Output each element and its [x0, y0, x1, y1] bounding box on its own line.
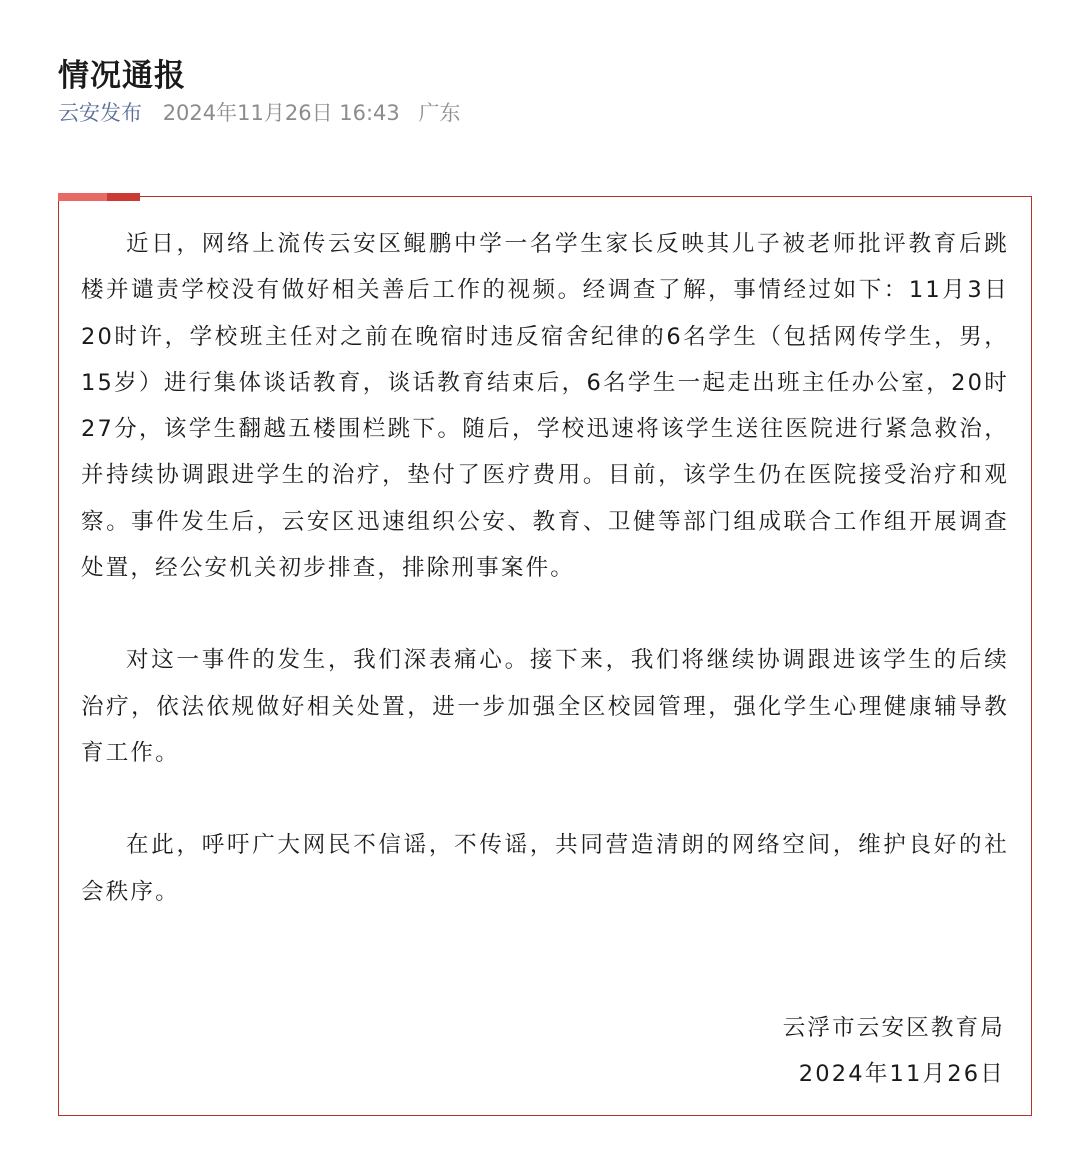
signature-organization: 云浮市云安区教育局	[782, 1015, 1005, 1041]
card-accent-bar	[58, 193, 140, 201]
notice-signature	[783, 1005, 1005, 1097]
notice-body	[81, 221, 1009, 915]
notice-paragraph-1: 近日，网络上流传云安区鲲鹏中学一名学生家长反映其儿子被老师批评教育后跳楼并谴责学校没有做好相关善后工作的视频。经调查了解，事情经过如下：11月3日20时许，学校班主任对之前在晚宿时违反宿舍纪律的6名学生（包括网传学生，男，15岁）进行集体谈话教育，谈话教育结束后，6名学生一起走出班主任办公室，20时27分，该学生翻越五楼围栏跳下。随后，学校迅速将该学生送往医院进行紧急救治，并持续协调跟进学生的治疗，垫付了医疗费用。目前，该学生仍在医院接受治疗和观察。事件发生后，云安区迅速组织公安、教育、卫健等部门组成联合工作组开展调查处置，经公安机关初步排查，排除刑事案件。	[81, 231, 1009, 582]
publish-location: 广东	[418, 101, 461, 125]
author-link[interactable]: 云安发布	[58, 101, 142, 125]
notice-card	[58, 196, 1032, 1116]
article-title: 情况通报	[58, 57, 186, 94]
notice-paragraph-2: 对这一事件的发生，我们深表痛心。接下来，我们将继续协调跟进该学生的后续治疗，依法依规做好相关处置，进一步加强全区校园管理，强化学生心理健康辅导教育工作。	[81, 647, 1009, 766]
notice-paragraph-3: 在此，呼吁广大网民不信谣，不传谣，共同营造清朗的网络空间，维护良好的社会秩序。	[81, 832, 1009, 905]
article-meta	[58, 98, 460, 128]
publish-time: 2024年11月26日 16:43	[162, 101, 400, 125]
signature-date: 2024年11月26日	[798, 1061, 1005, 1087]
